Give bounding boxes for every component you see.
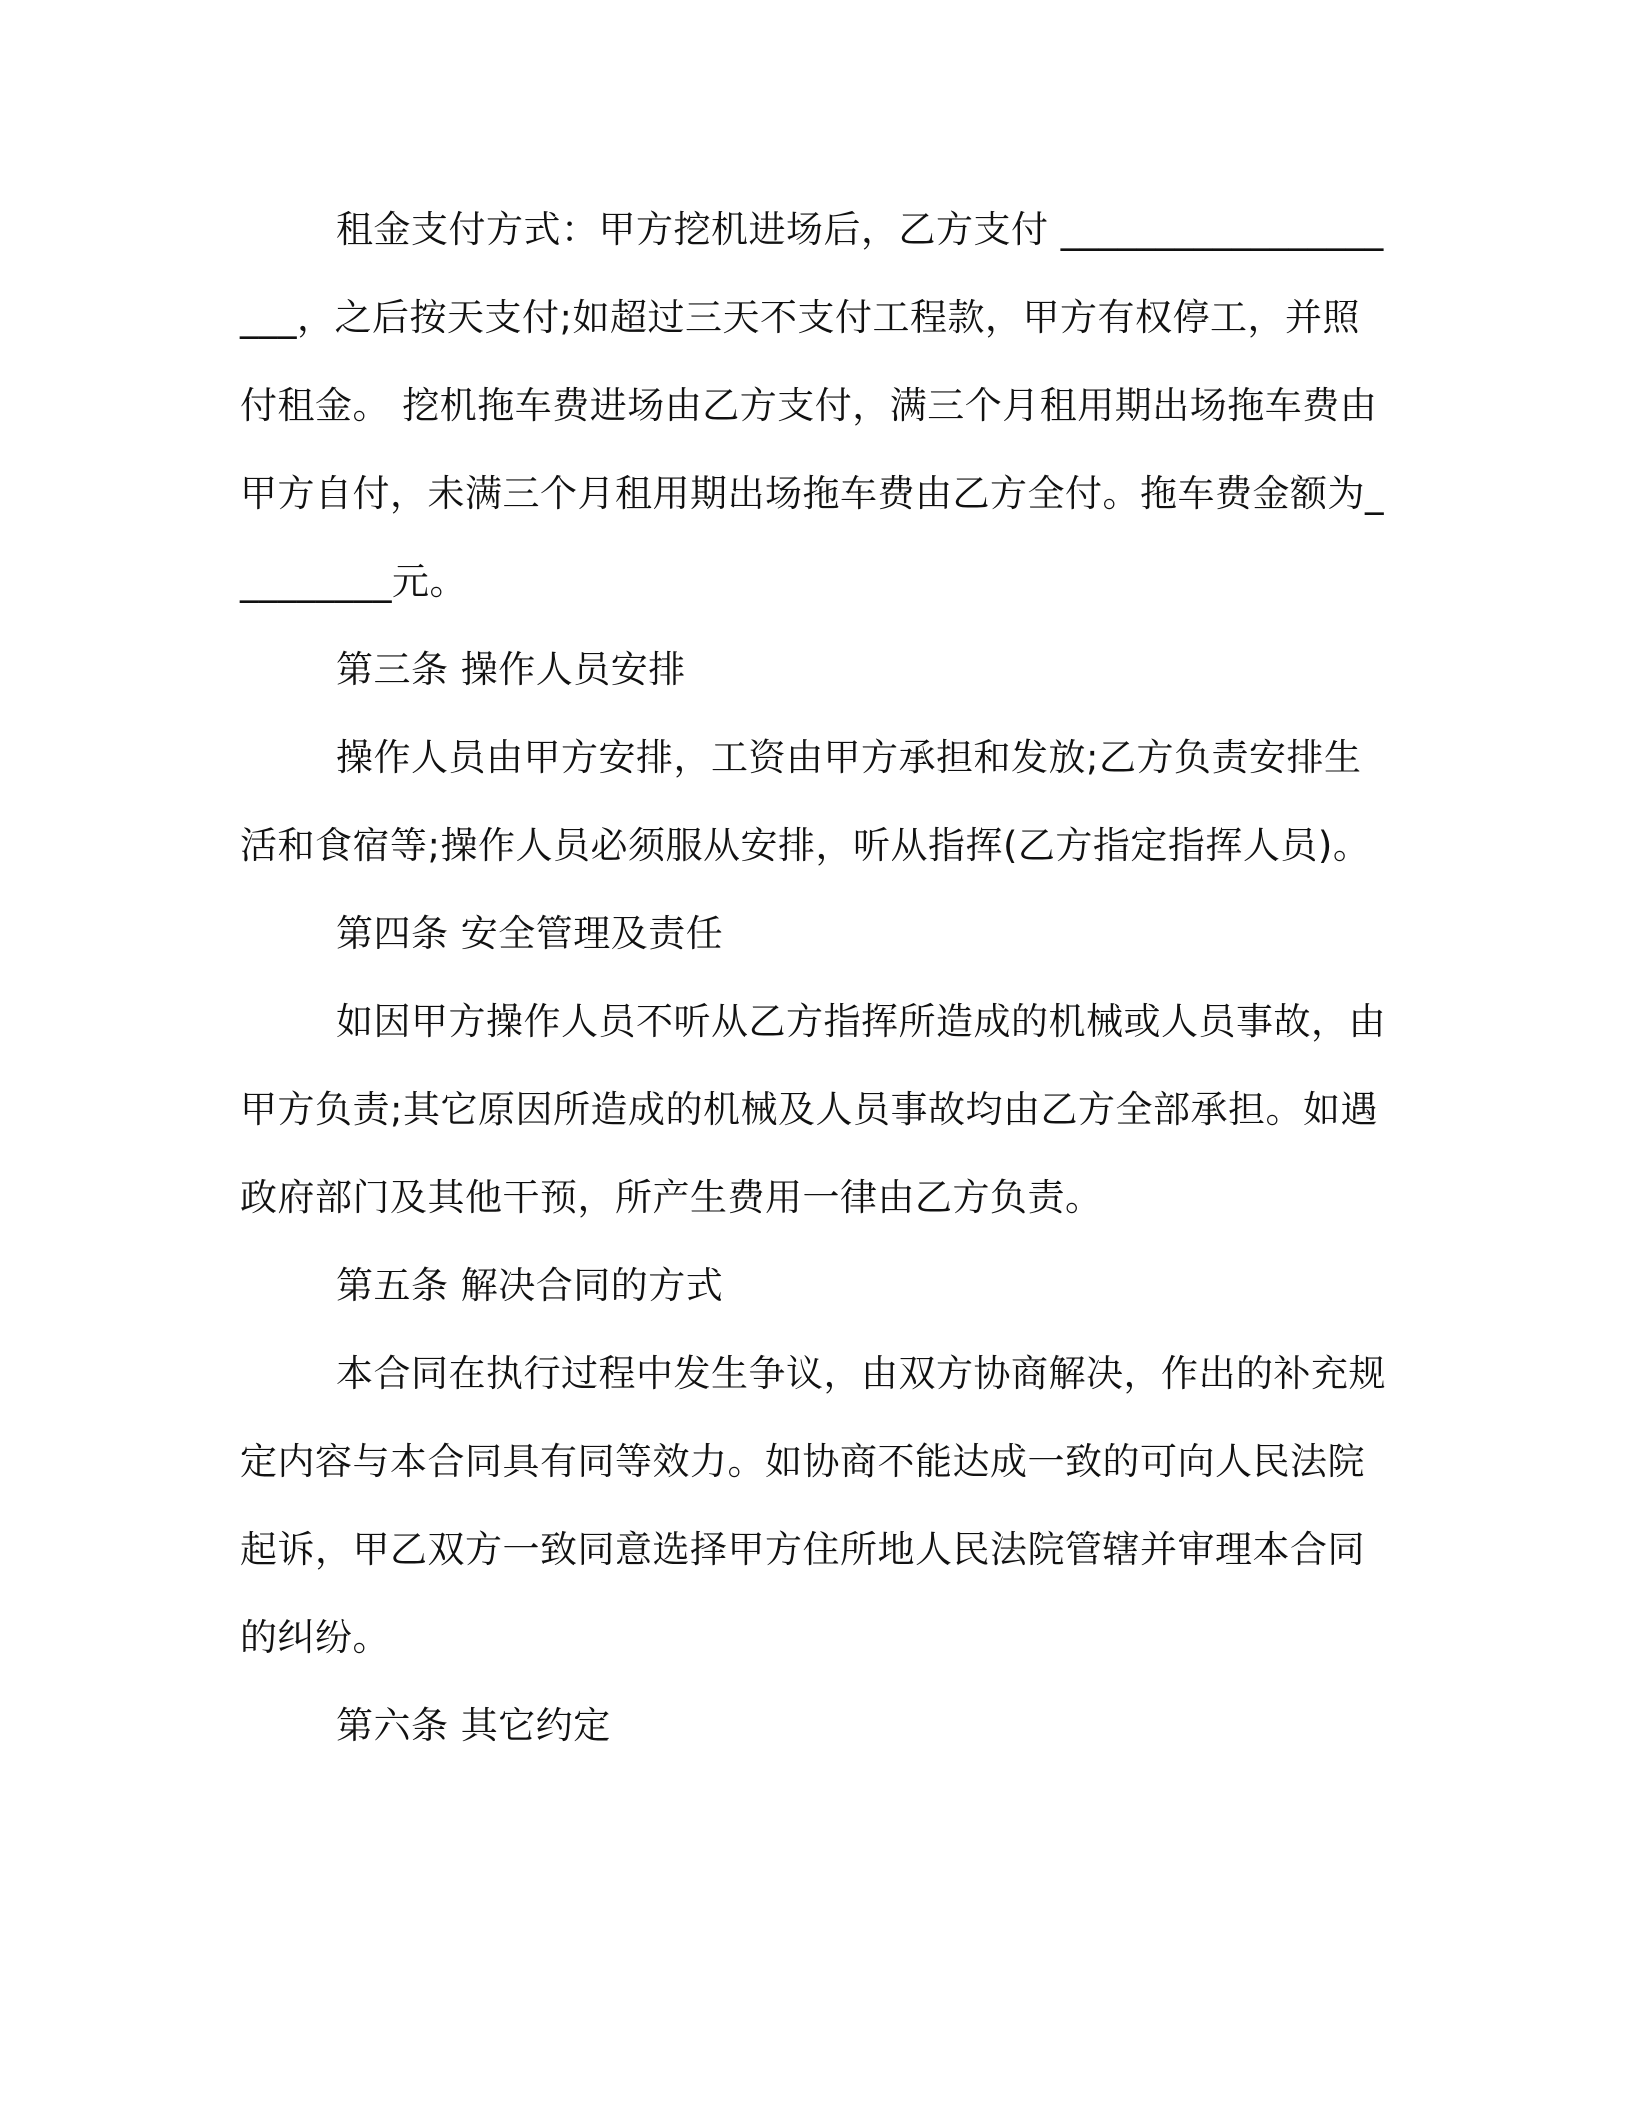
paragraph-operator-arrangement: 操作人员由甲方安排，工资由甲方承担和发放;乙方负责安排生活和食宿等;操作人员必须服从安排，听从指挥(乙方指定指挥人员)。 xyxy=(240,736,1371,867)
paragraph-safety-responsibility: 如因甲方操作人员不听从乙方指挥所造成的机械或人员事故，由甲方负责;其它原因所造成的机械及人员事故均由乙方全部承担。如遇政府部门及其他干预，所产生费用一律由乙方负责。 xyxy=(240,1000,1386,1219)
heading-article-6: 第六条 其它约定 xyxy=(336,1704,611,1747)
document-body xyxy=(240,186,1390,1770)
paragraph-rent-payment: 租金支付方式：甲方挖机进场后，乙方支付 ____________________，之后按天支付;如超过三天不支付工程款，甲方有权停工，并照付租金。 挖机拖车费进场由乙方支付，满三个月租用期出场拖车费由甲方自付，未满三个月租用期出场拖车费由乙方全付。拖车费金额为_________元。 xyxy=(240,208,1384,603)
heading-article-3: 第三条 操作人员安排 xyxy=(336,648,686,691)
heading-article-5: 第五条 解决合同的方式 xyxy=(336,1264,724,1307)
heading-article-4: 第四条 安全管理及责任 xyxy=(336,912,724,955)
paragraph-dispute-resolution: 本合同在执行过程中发生争议，由双方协商解决，作出的补充规定内容与本合同具有同等效力。如协商不能达成一致的可向人民法院起诉，甲乙双方一致同意选择甲方住所地人民法院管辖并审理本合同的纠纷。 xyxy=(240,1352,1386,1659)
